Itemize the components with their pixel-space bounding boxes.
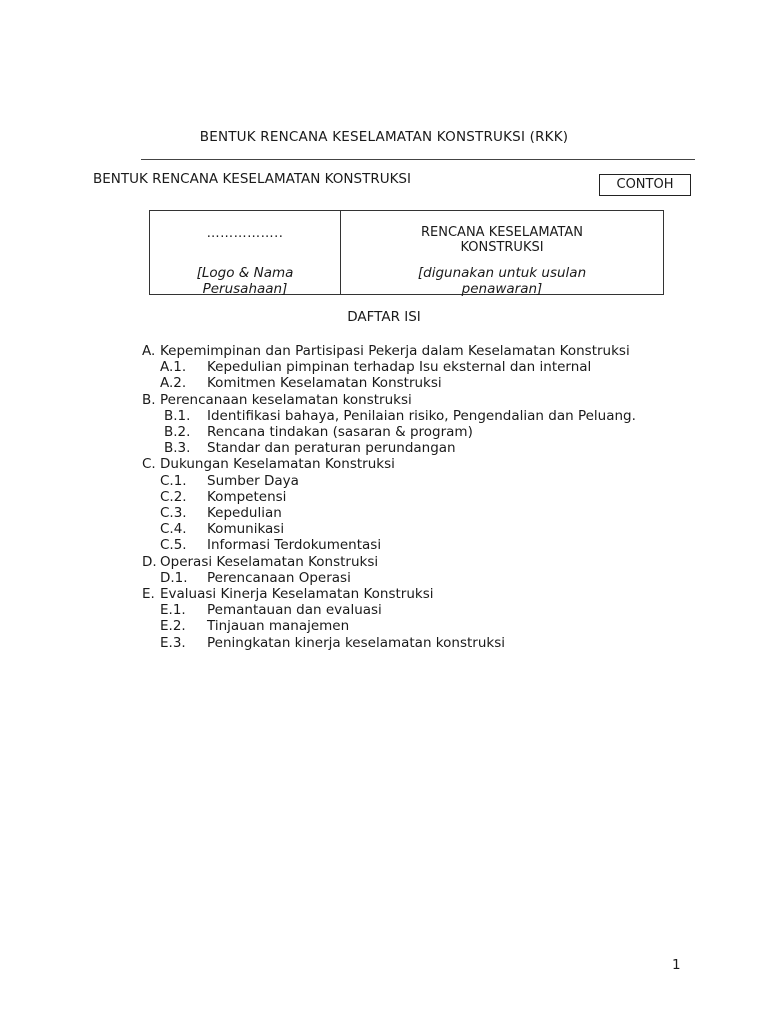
toc-section-letter: C. <box>142 456 156 473</box>
rkk-title-cell <box>341 211 663 297</box>
page-title: BENTUK RENCANA KESELAMATAN KONSTRUKSI (RKK) <box>199 129 569 145</box>
toc-section-title: Evaluasi Kinerja Keselamatan Konstruksi <box>160 586 434 603</box>
toc-item <box>142 521 636 537</box>
toc-item <box>142 618 636 634</box>
toc-item-number: E.3. <box>160 634 186 651</box>
toc-item-number: C.2. <box>160 488 187 505</box>
toc-item-title: Kepedulian pimpinan terhadap Isu eksternal dan internal <box>207 359 592 376</box>
toc-section-letter: A. <box>142 343 156 359</box>
toc-item-number: B.3. <box>164 440 191 457</box>
toc-item-number: D.1. <box>160 569 188 586</box>
toc-section-letter: B. <box>142 391 156 408</box>
form-heading: BENTUK RENCANA KESELAMATAN KONSTRUKSI <box>93 171 411 187</box>
toc-item-title: Kepedulian <box>207 505 282 522</box>
toc-item-title: Pemantauan dan evaluasi <box>207 602 382 619</box>
toc-item <box>142 505 636 521</box>
rkk-title-line-1: RENCANA KESELAMATAN <box>421 225 583 240</box>
toc-section-letter: D. <box>142 553 157 570</box>
toc-item-title: Komunikasi <box>207 521 285 538</box>
page-number: 1 <box>672 957 681 973</box>
rkk-title-line-2: KONSTRUKSI <box>460 240 544 255</box>
toc-section <box>142 392 636 408</box>
table-of-contents <box>142 343 636 651</box>
toc-item-title: Sumber Daya <box>207 472 299 489</box>
toc-section-title: Operasi Keselamatan Konstruksi <box>160 553 379 570</box>
toc-item-title: Peningkatan kinerja keselamatan konstruksi <box>207 634 505 651</box>
usage-note-line-2: penawaran] <box>461 281 543 297</box>
toc-item-number: E.1. <box>160 602 186 619</box>
title-divider <box>141 159 695 160</box>
toc-section <box>142 456 636 472</box>
toc-item-title: Kompetensi <box>207 488 287 505</box>
toc-section <box>142 554 636 570</box>
toc-item <box>142 489 636 505</box>
toc-item <box>142 440 636 456</box>
logo-placeholder-line-2: Perusahaan] <box>202 281 288 297</box>
logo-cell <box>150 211 341 297</box>
toc-item-number: A.1. <box>160 359 187 376</box>
toc-item-number: C.4. <box>160 521 187 538</box>
toc-section <box>142 586 636 602</box>
toc-item-number: B.2. <box>164 424 191 441</box>
toc-section-letter: E. <box>142 586 155 603</box>
header-table <box>149 210 664 295</box>
toc-item-title: Tinjauan manajemen <box>207 618 350 635</box>
toc-section-title: Perencanaan keselamatan konstruksi <box>160 391 412 408</box>
logo-placeholder-line-1: [Logo & Nama <box>196 265 294 281</box>
toc-item <box>142 537 636 553</box>
toc-item-number: C.3. <box>160 505 187 522</box>
toc-item <box>142 375 636 391</box>
toc-item-title: Perencanaan Operasi <box>207 569 351 586</box>
usage-note-line-1: [digunakan untuk usulan <box>417 265 587 281</box>
toc-item-title: Informasi Terdokumentasi <box>207 537 382 554</box>
toc-item-title: Komitmen Keselamatan Konstruksi <box>207 375 442 392</box>
toc-item <box>142 473 636 489</box>
toc-item <box>142 424 636 440</box>
toc-item-title: Standar dan peraturan perundangan <box>207 440 456 457</box>
logo-placeholder <box>150 265 340 297</box>
toc-item-number: A.2. <box>160 375 187 392</box>
toc-item-number: B.1. <box>164 407 191 424</box>
toc-item-number: C.5. <box>160 537 187 554</box>
toc-section-title: Dukungan Keselamatan Konstruksi <box>160 456 395 473</box>
toc-item <box>142 602 636 618</box>
toc-title: DAFTAR ISI <box>347 309 421 325</box>
contoh-badge: CONTOH <box>599 174 691 196</box>
toc-item <box>142 570 636 586</box>
toc-item <box>142 359 636 375</box>
toc-item <box>142 635 636 651</box>
dots-placeholder: …………….. <box>206 226 284 241</box>
rkk-title <box>341 225 663 255</box>
toc-section-title: Kepemimpinan dan Partisipasi Pekerja dalam Keselamatan Konstruksi <box>160 343 630 359</box>
toc-item-number: C.1. <box>160 472 187 489</box>
usage-note <box>341 265 663 297</box>
toc-item-number: E.2. <box>160 618 186 635</box>
toc-item-title: Identifikasi bahaya, Penilaian risiko, Pengendalian dan Peluang. <box>207 407 636 424</box>
toc-item-title: Rencana tindakan (sasaran & program) <box>207 424 473 441</box>
toc-item <box>142 408 636 424</box>
toc-section <box>142 343 636 359</box>
